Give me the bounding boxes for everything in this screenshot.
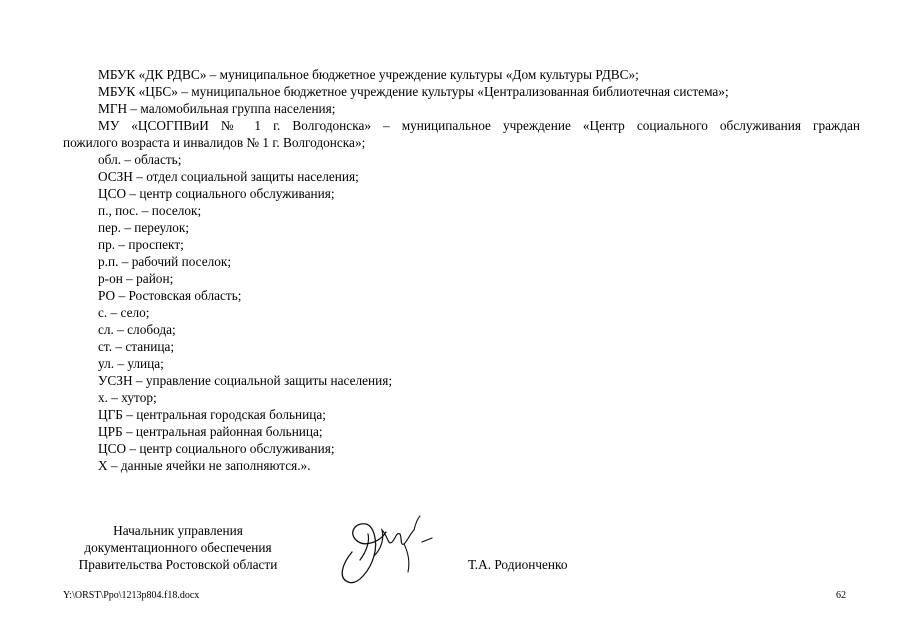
abbreviation-line: с. – село; — [98, 305, 150, 320]
abbreviation-line: пер. – переулок; — [98, 220, 190, 235]
signatory-title-line: Правительства Ростовской области — [78, 557, 278, 572]
abbreviation-line: Х – данные ячейки не заполняются.». — [98, 458, 311, 473]
signatory-title-line: документационного обеспечения — [84, 540, 272, 555]
abbreviation-line: ЦРБ – центральная районная больница; — [98, 424, 323, 439]
abbreviation-line: сл. – слобода; — [98, 322, 176, 337]
abbreviation-line: МГН – маломобильная группа населения; — [98, 101, 336, 116]
page-number: 62 — [836, 590, 846, 601]
abbreviation-line: ЦСО – центр социального обслуживания; — [98, 186, 335, 201]
handwritten-signature — [330, 512, 440, 592]
abbreviation-line: х. – хутор; — [98, 390, 157, 405]
abbreviation-line: МБУК «ДК РДВС» – муниципальное бюджетное учреждение культуры «Дом культуры РДВС»; — [98, 67, 639, 82]
abbreviation-line: ст. – станица; — [98, 339, 175, 354]
signatory-name: Т.А. Родионченко — [468, 557, 568, 572]
footer-file-path: Y:\ORST\Ppo\1213p804.f18.docx — [63, 590, 200, 601]
abbreviation-line: УСЗН – управление социальной защиты населения; — [98, 373, 393, 388]
signatory-title-line: Начальник управления — [113, 523, 243, 538]
abbreviation-line: ЦГБ – центральная городская больница; — [98, 407, 326, 422]
abbreviation-line: обл. – область; — [98, 152, 182, 167]
abbreviation-line: п., пос. – поселок; — [98, 203, 202, 218]
abbreviation-line: МБУК «ЦБС» – муниципальное бюджетное учреждение культуры «Централизованная библиотечная система»; — [98, 84, 729, 99]
abbreviation-line: МУ «ЦСОГПВиИ № 1 г. Волгодонска» – муниципальное учреждение «Центр социального обслуживания граждан — [98, 118, 860, 133]
abbreviation-line-continued: пожилого возраста и инвалидов № 1 г. Волгодонска»; — [63, 135, 366, 150]
abbreviation-list — [63, 66, 860, 474]
abbreviation-line: ЦСО – центр социального обслуживания; — [98, 441, 335, 456]
abbreviation-line: пр. – проспект; — [98, 237, 184, 252]
abbreviation-line: ул. – улица; — [98, 356, 164, 371]
abbreviation-line: р-он – район; — [98, 271, 174, 286]
abbreviation-line: ОСЗН – отдел социальной защиты населения; — [98, 169, 359, 184]
abbreviation-line: р.п. – рабочий поселок; — [98, 254, 232, 269]
abbreviation-line: РО – Ростовская область; — [98, 288, 242, 303]
signatory-title — [63, 522, 293, 573]
